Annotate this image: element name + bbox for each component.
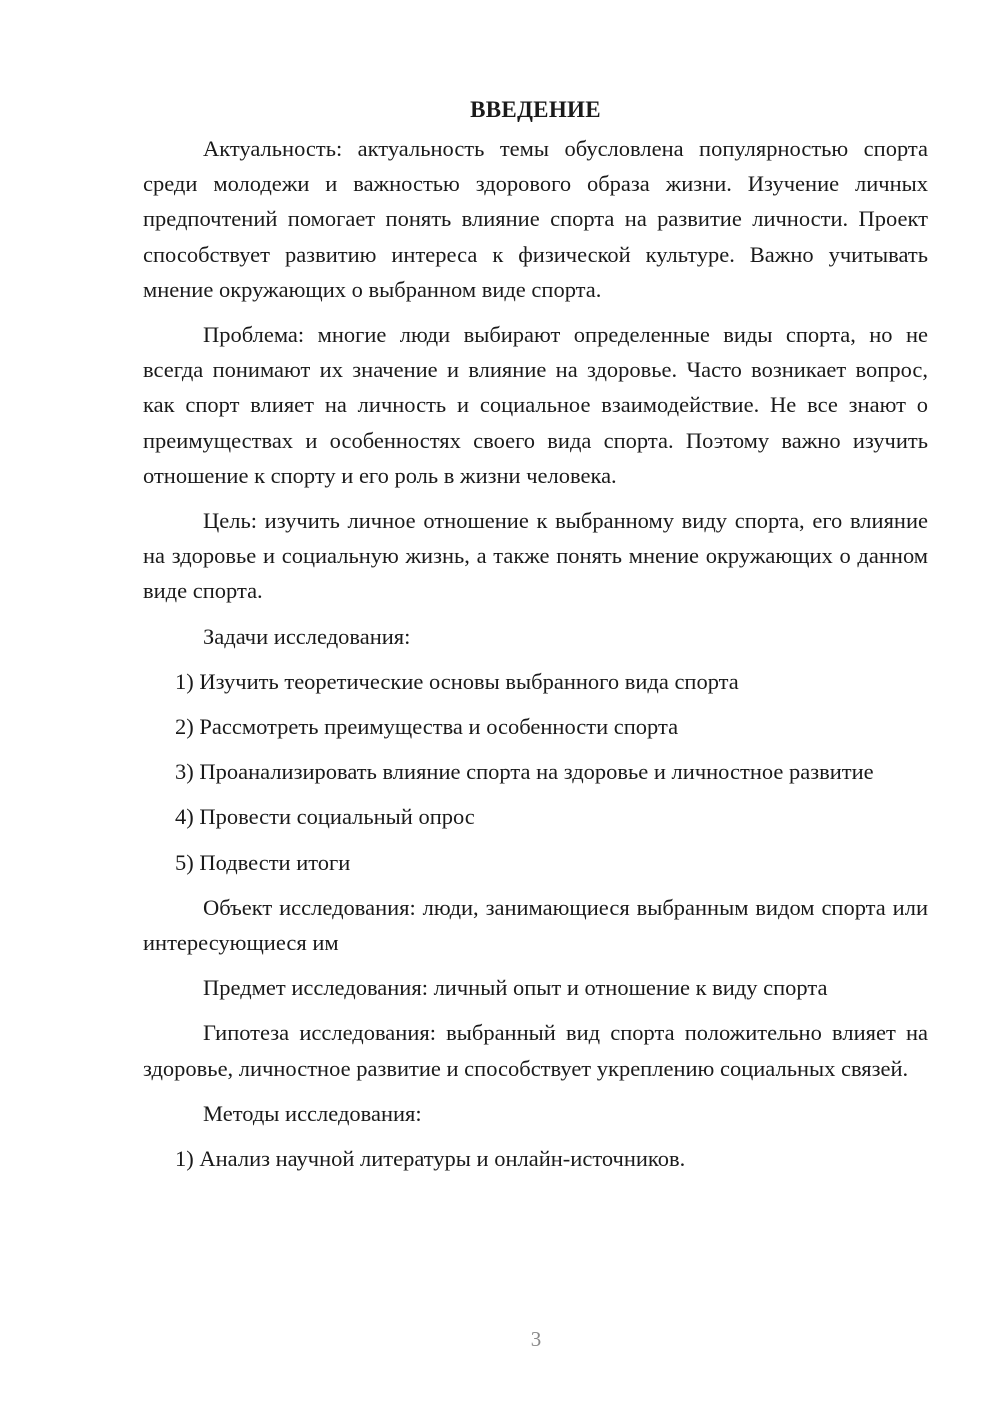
task-item: 4) Провести социальный опрос	[175, 804, 475, 830]
section-heading: ВВЕДЕНИЕ	[470, 97, 601, 122]
method-item: 1) Анализ научной литературы и онлайн-источников.	[175, 1146, 686, 1172]
subject-paragraph: Предмет исследования: личный опыт и отношение к виду спорта	[203, 975, 828, 1001]
object-paragraph: Объект исследования: люди, занимающиеся выбранным видом спорта или интересующиеся им	[143, 894, 928, 956]
task-item: 3) Проанализировать влияние спорта на здоровье и личностное развитие	[175, 759, 874, 785]
problem-paragraph: Проблема: многие люди выбирают определенные виды спорта, но не всегда понимают их значение и влияние на здоровье. Часто возникает вопрос, как спорт влияет на личность и социальное взаимодействие. Не все знают о преимуществах и особенностях своего вида спорта. Поэтому важно изучить отношение к спорту и его роль в жизни человека.	[143, 322, 928, 488]
text-column	[143, 92, 928, 1186]
tasks-title: Задачи исследования:	[203, 623, 411, 649]
task-item: 2) Рассмотреть преимущества и особенности спорта	[175, 714, 679, 740]
page-number: 3	[530, 1327, 542, 1351]
task-item: 1) Изучить теоретические основы выбранного вида спорта	[175, 668, 739, 694]
hypothesis-paragraph: Гипотеза исследования: выбранный вид спорта положительно влияет на здоровье, личностное развитие и способствует укреплению социальных связей.	[143, 1020, 928, 1081]
goal-paragraph: Цель: изучить личное отношение к выбранному виду спорта, его влияние на здоровье и социальную жизнь, а также понять мнение окружающих о данном виде спорта.	[143, 508, 928, 604]
methods-title: Методы исследования:	[203, 1100, 422, 1126]
task-item: 5) Подвести итоги	[175, 849, 351, 875]
relevance-paragraph: Актуальность: актуальность темы обусловлена популярностью спорта среди молодежи и важностью здорового образа жизни. Изучение личных предпочтений помогает понять влияние спорта на развитие личности. Проект способствует развитию интереса к физической культуре. Важно учитывать мнение окружающих о выбранном виде спорта.	[143, 136, 928, 302]
